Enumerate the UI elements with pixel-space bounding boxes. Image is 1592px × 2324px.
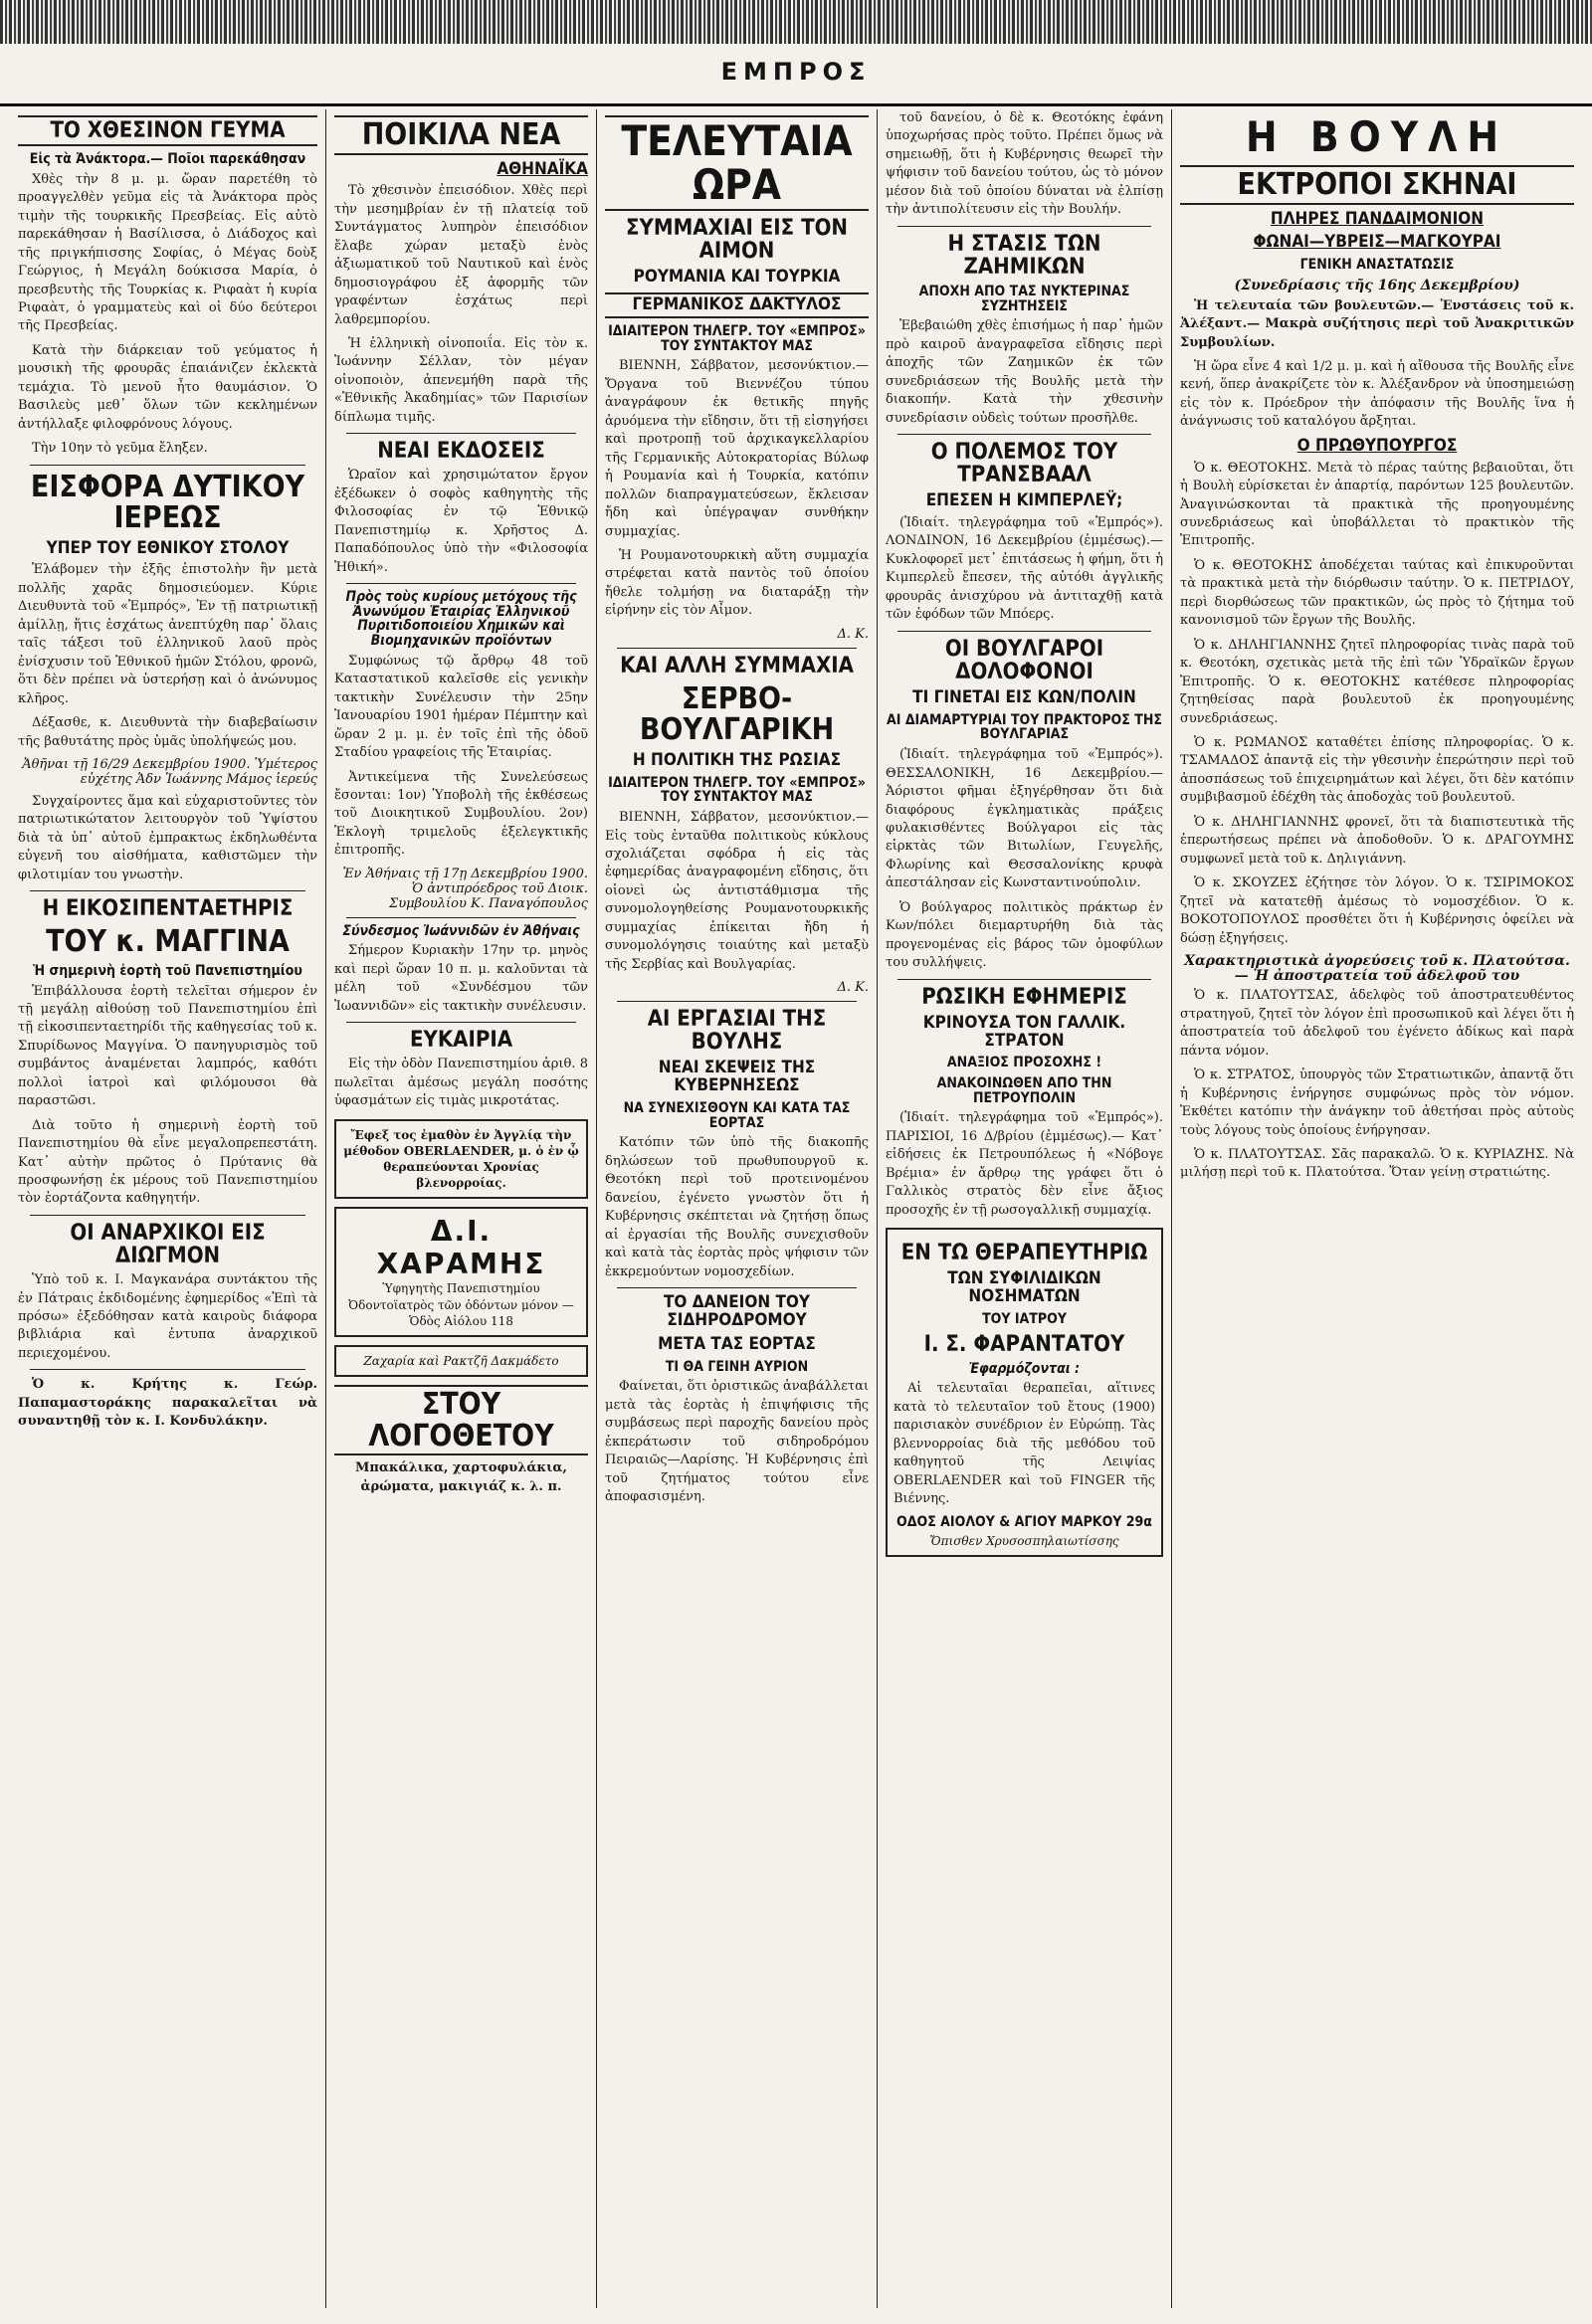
- article-text: Συγχαίροντες ἅμα καὶ εὐχαριστοῦντες τὸν πατριωτικώτατον λειτουργὸν τοῦ Ὑψίστου διὰ τὰ ὑπ᾽ αὐτοῦ ἐμπρακτως ἐκδηλωθέντα εὐγενῆ του αἰσθήματα, καθιστῶμεν τὴν φιλοτιμίαν του γνωστὴν.: [18, 793, 317, 882]
- article-text: Φαίνεται, ὅτι ὁριστικῶς ἀναβάλλεται μετὰ τὰς ἑορτὰς ἡ ἐπιψήφισις τῆς συμβάσεως περὶ παροχῆς δανείου πρὸς ἐκπεράτωσιν τοῦ σιδηροδρόμου Πειραιῶς—Λαρίσης. Ἡ Κυβέρνησις ἐπὶ τοῦ ζητήματος τούτου εἶνε ἀποφασισμένη.: [605, 1379, 869, 1504]
- column-2: [326, 109, 597, 2308]
- article-text: Δέξασθε, κ. Διευθυντὰ τὴν διαβεβαίωσιν τῆς βαθυτάτης πρὸς ὑμᾶς ὑπολήψεώς μου.: [18, 715, 317, 749]
- headline-ioannina-union: Σύνδεσμος Ἰωάννιδῶν ἐν Ἀθήναις: [342, 922, 580, 939]
- column-5: [1172, 109, 1582, 2308]
- subhead-government-thoughts: ΝΕΑΙ ΣΚΕΨΕΙΣ ΤΗΣ ΚΥΒΕΡΝΗΣΕΩΣ: [658, 1058, 816, 1096]
- subhead-kimberley: ΕΠΕΣΕΝ Η ΚΙΜΠΕΡΛΕΫ;: [925, 490, 1123, 511]
- masthead: [0, 44, 1592, 106]
- ad-text: Ζαχαρία καὶ Ρακτζῆ Δακμάδετο: [363, 1354, 559, 1369]
- newspaper-title: ΕΜΠΡΟΣ: [720, 58, 872, 86]
- article-text: Συμφώνως τῷ ἄρθρῳ 48 τοῦ Καταστατικοῦ καλεῖσθε εἰς γενικὴν τακτικὴν Συνέλευσιν τὴν 25ην Ἰανουαρίου 1901 ἡμέραν Πέμπτην καὶ ὥραν 2 μ. μ. ἐν τοῖς ἐπὶ τῆς ὁδοῦ Σταδίου γραφείοις τῆς Ἑταιρίας.: [334, 653, 588, 761]
- ad-text: Ἔφεξ τος ἐμαθὸν ἐν Ἀγγλίᾳ τὴν μέθοδον OBERLAENDER, μ. ὁ ἐν ᾧ θεραπεύονται Χρονίας βλενορροίας.: [343, 1127, 579, 1191]
- article-text: Ὁ κ. ΠΛΑΤΟΥΤΣΑΣ. Σᾶς παρακαλῶ. Ὁ κ. ΚΥΡΙΑΖΗΣ. Νὰ μιλήσῃ περὶ τοῦ κ. Πλατούτσα. Ὅταν γείνῃ στρατιώτης.: [1180, 1147, 1574, 1181]
- article-text: Ἀντικείμενα τῆς Συνελεύσεως ἔσονται: 1ον) Ὑποβολὴ τῆς ἐκθέσεως τοῦ Διοικητικοῦ Συμβουλίου. 2ον) Ἐκλογὴ τριμελοῦς ἐξελεγκτικῆς ἐπιτροπῆς.: [334, 769, 588, 859]
- headline-priest-contribution: ΕΙΣΦΟΡΑ ΔΥΤΙΚΟΥ ΙΕΡΕΩΣ: [30, 469, 305, 536]
- divider: [346, 1022, 576, 1023]
- article-text: Ἡ ἑλληνικὴ οἰνοποιΐα. Εἰς τὸν κ. Ἰωάννην Σέλλαν, τὸν μέγαν οἰνοποιὸν, ἀπενεμήθη παρὰ τῆς «Ἐθνικῆς Ἀκαδημίας» τῶν Παρισίων δίπλωμα τιμῆς.: [334, 335, 588, 425]
- subhead-session-date: (Συνεδρίασις τῆς 16ης Δεκεμβρίου): [1234, 277, 1520, 293]
- subhead-after-holidays: ΜΕΤΑ ΤΑΣ ΕΟΡΤΑΣ: [658, 1333, 816, 1354]
- divider: [30, 1215, 305, 1216]
- divider: [30, 465, 305, 466]
- article-text: Ἡ ὥρα εἶνε 4 καὶ 1/2 μ. μ. καὶ ἡ αἴθουσα τῆς Βουλῆς εἶνε κενή, ὅπερ ἀνακρίζετε τὸν κ. Ἀλέξανδρον νὰ ὑποσημειώσῃ εἰς τὸν κ. Πρόεδρον τὴν ἀπόφασιν τῆς Βουλῆς ἵνα ἡ ἀνάγνωσις τοῦ καταλόγου ἄρξηται.: [1180, 359, 1574, 430]
- subhead-continue-holidays: ΝΑ ΣΥΝΕΧΙΣΘΟΥΝ ΚΑΙ ΚΑΤΑ ΤΑΣ ΕΟΡΤΑΣ: [623, 1100, 851, 1131]
- divider: [346, 433, 576, 434]
- subhead-platoutsas: Χαρακτηριστικὰ ἀγορεύσεις τοῦ κ. Πλατούτσα.— Ἡ ἀποστρατεία τοῦ ἀδελφοῦ του: [1184, 953, 1570, 984]
- headline-parliament-work: ΑΙ ΕΡΓΑΣΙΑΙ ΤΗΣ ΒΟΥΛΗΣ: [647, 1007, 827, 1056]
- article-text: Ἐλάβομεν τὴν ἑξῆς ἐπιστολὴν ἣν μετὰ πολλῆς χαρᾶς δημοσιεύομεν. Κύριε Διευθυντὰ τοῦ «Ἐμπρός», Ἐν τῇ πατριωτικῇ ἁμίλλῃ, ἥτις ἐσχάτως ἀνεπτύχθη παρ᾽ ὅλαις ταῖς τάξεσι τοῦ ἑλληνικοῦ λαοῦ πρὸς ἐνίσχυσιν τοῦ Ἐθνικοῦ ἡμῶν Στόλου, φρονῶ, ὅτι δὲν πρέπει νὰ ὑστερήσῃ καὶ ὁ ἀνώνυμος κλῆρος.: [18, 562, 317, 706]
- subhead-athenian: ΑΘΗΝΑΪΚΑ: [497, 158, 588, 179]
- headline-bulgarian-murderers: ΟΙ ΒΟΥΛΓΑΡΟΙ ΔΟΛΟΦΟΝΟΙ: [944, 636, 1104, 684]
- subhead-romania-turkey: ΡΟΥΜΑΝΙΑ ΚΑΙ ΤΟΥΡΚΙΑ: [633, 267, 841, 288]
- article-text: Ὡραῖον καὶ χρησιμώτατον ἔργον ἐξέδωκεν ὁ σοφὸς καθηγητὴς τῆς Φιλοσοφίας ἐν τῷ Ἐθνικῷ Πανεπιστημίῳ κ. Χρῆστος Δ. Παπαδόπουλος ὑπὸ τὴν «Φιλοσοφία Ἠθική».: [334, 468, 588, 575]
- article-text: τοῦ δανείου, ὁ δὲ κ. Θεοτόκης ἐφάνη ὑποχωρήσας πρὸς τοῦτο. Πρέπει ὅμως νὰ σημειωθῇ, ὅτι ἡ Κυβέρνησις θεωρεῖ τὴν ψήφισιν τοῦ δανείου τούτου, ὡς τὸ μόνον μέσον διὰ τοῦ ὁποίου δύναται νὰ ἐλπίσῃ τὴν ἀντιπολίτευσιν εἰς τὴν Βουλήν.: [886, 110, 1163, 218]
- article-text: Ὁ κ. ΔΗΛΗΓΙΑΝΝΗΣ φρονεῖ, ὅτι τὰ διαπιστευτικὰ τῆς ἐπερωτήσεως πρέπει νὰ ἀποδοθοῦν. Ὁ κ. ΔΡΑΓΟΥΜΗΣ συμφωνεῖ μετὰ τοῦ κ. Δηλιγιάννη.: [1180, 814, 1574, 867]
- subhead-prime-minister: Ο ΠΡΩΘΥΠΟΥΡΓΟΣ: [1296, 435, 1458, 456]
- headline-russian-paper: ΡΩΣΙΚΗ ΕΦΗΜΕΡΙΣ: [921, 984, 1127, 1010]
- subhead-tomorrow: ΤΙ ΘΑ ΓΕΙΝΗ ΑΥΡΙΟΝ: [665, 1358, 809, 1375]
- ad-text: Ὑφηγητὴς Πανεπιστημίου Ὀδοντοϊατρὸς τῶν ὀδόντων μόνον — Ὁδὸς Αἰόλου 118: [348, 1281, 574, 1328]
- divider: [617, 648, 857, 649]
- signature: Ἀθῆναι τῇ 16/29 Δεκεμβρίου 1900. Ὑμέτερος εὐχέτης Ἀδν Ἰωάννης Μάμος ἱερεύς: [22, 756, 317, 787]
- advertisement-small: [334, 1345, 588, 1377]
- article-text: Τὸ χθεσινὸν ἐπεισόδιον. Χθὲς περὶ τὴν μεσημβρίαν ἐν τῇ πλατείᾳ τοῦ Συντάγματος λυπηρὸν ἐπεισόδιον ἔλαβε χώραν μεταξὺ ἑνὸς ἀξιωματικοῦ τοῦ Ναυτικοῦ καὶ ἑνὸς δημοσιογράφου ἐξ ἀφορμῆς τῶν γραφέντων ἐσχάτως περὶ λαθρεμπορίου.: [334, 183, 588, 327]
- headline-transvaal-war: Ο ΠΟΛΕΜΟΣ ΤΟΥ ΤΡΑΝΣΒΑΑΛ: [930, 440, 1118, 488]
- article-text: Ὁ κ. ΣΚΟΥΖΕΣ ἐζήτησε τὸν λόγον. Ὁ κ. ΤΣΙΡΙΜΟΚΟΣ ζητεῖ νὰ κατατεθῇ ἀμέσως τὸ νομοσχέδιον. Ὁ κ. ΒΟΚΟΤΟΠΟΥΛΟΣ προσθέτει ὅτι ἡ Κυβέρνησις ὀφείλει νὰ δώσῃ ἐξηγήσεις.: [1180, 875, 1574, 946]
- telegram-credit: ΙΔΙΑΙΤΕΡΟΝ ΤΗΛΕΓΡ. ΤΟΥ «ΕΜΠΡΟΣ» ΤΟΥ ΣΥΝΤΑΚΤΟΥ ΜΑΣ: [608, 774, 866, 806]
- article-text: Ὁ βούλγαρος πολιτικὸς πράκτωρ ἐν Κων/πόλει διεμαρτυρήθη διὰ τὰς προγενομένας εἰς βάρος τῶν ὁμοφύλων του συλλήψεις.: [886, 899, 1163, 971]
- article-summary: Ἡ τελευταία τῶν βουλευτῶν.— Ἐνστάσεις τοῦ κ. Ἀλέξαντ.— Μακρὰ συζήτησις περὶ τοῦ Ἀνακριτικῶν Συμβουλίων.: [1180, 297, 1574, 350]
- headline-anniversary: Η ΕΙΚΟΣΙΠΕΝΤΑΕΤΗΡΙΣ: [42, 896, 294, 922]
- subhead-shouts: ΦΩΝΑΙ—ΥΒΡΕΙΣ—ΜΑΓΚΟΥΡΑΙ: [1253, 232, 1501, 253]
- subhead-national-fleet: ΥΠΕΡ ΤΟΥ ΕΘΝΙΚΟΥ ΣΤΟΛΟΥ: [46, 537, 290, 558]
- ad-subhead: Ἐφαρμόζονται :: [968, 1360, 1081, 1377]
- divider: [897, 631, 1151, 632]
- divider: [617, 1001, 857, 1002]
- divider: [346, 583, 576, 584]
- subhead-german-finger: ΓΕΡΜΑΝΙΚΟΣ ΔΑΚΤΥΛΟΣ: [605, 292, 869, 318]
- headline-parliament: Η ΒΟΥΛΗ: [1246, 112, 1508, 161]
- ad-text: Μπακάλικα, χαρτοφυλάκια, ἀρώματα, μακιγιάζ κ. λ. π.: [355, 1460, 567, 1494]
- signature: Ἐν Ἀθήναις τῇ 17ῃ Δεκεμβρίου 1900. Ὁ ἀντιπρόεδρος τοῦ Διοικ. Συμβουλίου Κ. Παναγόπουλος: [342, 866, 588, 911]
- headline-another-alliance: ΚΑΙ ΑΛΛΗ ΣΥΜΜΑΧΙΑ: [620, 653, 854, 678]
- article-text: (Ἰδιαίτ. τηλεγράφημα τοῦ «Ἐμπρός»). ΠΑΡΙΣΙΟΙ, 16 Δ/βρίου (ἐμμέσως).— Κατ᾽ εἰδήσεις ἐκ Πετρουπόλεως ἡ «Νόβογε Βρέμια» ἐν ἄρθρῳ της γράφει ὅτι ὁ Γαλλικὸς στρατὸς δὲν εἶνε ἄξιος προσοχῆς ἐν τῇ ρωσογαλλικῇ συμμαχίᾳ.: [886, 1110, 1163, 1218]
- subhead-unworthy: ΑΝΑΞΙΟΣ ΠΡΟΣΟΧΗΣ !: [946, 1055, 1102, 1071]
- ad-text: Αἱ τελευταῖαι θεραπεῖαι, αἵτινες κατὰ τὸ τελευταῖον τοῦ ἔτους (1900) παρισιακὸν συνέδριον ἐν Εὐρώπῃ. Τὰς βλεννορροίας διὰ τῆς μεθόδου τοῦ καθηγητοῦ τῆς Λειψίας OBERLAENDER καὶ τοῦ FINGER τῆς Βιέννης.: [894, 1381, 1155, 1507]
- headline-yesterday-dinner: ΤΟ ΧΘΕΣΙΝΟΝ ΓΕΥΜΑ: [18, 115, 317, 146]
- divider: [897, 979, 1151, 980]
- subhead-protests: ΑΙ ΔΙΑΜΑΡΤΥΡΙΑΙ ΤΟΥ ΠΡΑΚΤΟΡΟΣ ΤΗΣ ΒΟΥΛΓΑΡΙΑΣ: [887, 711, 1162, 743]
- article-text: Διὰ τοῦτο ἡ σημερινὴ ἑορτὴ τοῦ Πανεπιστημίου θὰ εἶνε μεγαλοπρεπεστάτη. Κατ᾽ αὐτὴν πρῶτος ὁ Πρύτανις θὰ προσφωνήσῃ ἐκ μέρους τοῦ Πανεπιστημίου τὸν ἑορτάζοντα καθηγητήν.: [18, 1117, 317, 1207]
- headline-opportunity: ΕΥΚΑΙΡΙΑ: [409, 1028, 513, 1054]
- scan-edge-band: [0, 0, 1592, 44]
- article-text: Ὁ κ. ΡΩΜΑΝΟΣ καταθέτει ἐπίσης πληροφορίας. Ὁ κ. ΤΣΑΜΑΔΟΣ ἀπαντᾷ εἰς τὴν γθεσινὴν ἐπερώτησιν περὶ τοῦ ἀποσπάσεως τοῦ ἐπιχειρημάτων καὶ λέγει, ὅτι δὲν κατόπιν συμβιβασμοῦ ἐδέχθη τὰς ἀποδοχὰς τοῦ βουλευτοῦ.: [1180, 735, 1574, 806]
- headline-anarchists: ΟΙ ΑΝΑΡΧΙΚΟΙ ΕΙΣ ΔΙΩΓΜΟΝ: [70, 1220, 266, 1269]
- article-text: ΒΙΕΝΝΗ, Σάββατον, μεσονύκτιον.— Ὄργανα τοῦ Βιεννέζου τύπου ἀναγράφουν ἐκ θετικῆς πηγῆς ἀρυόμενα τὴν εἴδησιν, ὅτι τῇ εἰσηγήσει καὶ προτροπῇ τοῦ ἀρχικαγκελλαρίου τῆς Γερμανικῆς Αὐτοκρατορίας Βύλωφ ἡ Ρουμανία καὶ ἡ Τουρκία, κατόπιν πολλῶν διαπραγματεύσεων, ἔκλεισαν ἤδη καὶ ὑπέγραψαν συνθήκην συμμαχίας.: [605, 358, 869, 539]
- subhead-palace: Εἰς τὰ Ἀνάκτορα.— Ποῖοι παρεκάθησαν: [29, 151, 306, 168]
- article-text: Ὁ κ. ΠΛΑΤΟΥΤΣΑΣ, ἀδελφὸς τοῦ ἀποστρατευθέντος στρατηγοῦ, ζητεῖ τὸν λόγον ἐπὶ προσωπικοῦ καὶ λέγει ὅτι ἡ ἀποστρατεία τοῦ ἀδελφοῦ του ἐγένετο ἀδίκως καὶ παρὰ πάντα νόμον.: [1180, 988, 1574, 1059]
- column-1: [10, 109, 326, 2308]
- telegram-credit: ΙΔΙΑΙΤΕΡΟΝ ΤΗΛΕΓΡ. ΤΟΥ «ΕΜΠΡΟΣ» ΤΟΥ ΣΥΝΤΑΚΤΟΥ ΜΑΣ: [608, 323, 866, 354]
- subhead-constantinople: ΤΙ ΓΙΝΕΤΑΙ ΕΙΣ ΚΩΝ/ΠΟΛΙΝ: [912, 686, 1136, 707]
- signature: Δ. Κ.: [837, 626, 869, 642]
- headline-shareholders: Πρὸς τοὺς κυρίους μετόχους τῆς Ἀνωνύμου Ἑταιρίας Ἑλληνικοῦ Πυριτιδοποιείου Χημικῶν καὶ Βιομηχανικῶν προϊόντων: [345, 589, 577, 650]
- divider: [30, 890, 305, 891]
- headline-zaimis-stance: Η ΣΤΑΣΙΣ ΤΩΝ ΖΑΗΜΙΚΩΝ: [947, 231, 1101, 280]
- article-text: (Ἰδιαίτ. τηλεγράφημα τοῦ «Ἐμπρός»). ΛΟΝΔΙΝΟΝ, 16 Δεκεμβρίου (ἐμμέσως).— Κυκλοφορεῖ μετ᾽ ἐπιτάσεως ἡ φήμη, ὅτι ἡ Κιμπερλεῢ ἔπεσεν, τῆς αὐτόθι ἀγγλικῆς φρουρᾶς ἀνισχύρου νὰ ἀντιταχθῇ κατὰ τῶν ἐφόδων τῶν Μπόερς.: [886, 515, 1163, 623]
- divider: [30, 1369, 305, 1370]
- divider: [346, 917, 576, 918]
- article-text: Ὁ κ. ΔΗΛΗΓΙΑΝΝΗΣ ζητεῖ πληροφορίας τινὰς παρὰ τοῦ κ. Θεοτόκη, σχετικὰς μετὰ τῆς ἐπὶ τῶν Ὑδραϊκῶν ἔργων Ἐπιτροπῆς. Ὁ κ. ΘΕΟΤΟΚΗΣ κατέθεσε πληροφορίας ζητηθείσας παρὰ βουλευτοῦ ἐκ προηγουμένης συνεδριάσεως.: [1180, 637, 1574, 726]
- subhead-commotion: ΓΕΝΙΚΗ ΑΝΑΣΤΑΤΩΣΙΣ: [1299, 257, 1455, 274]
- advertisement-oberlaender: [334, 1119, 588, 1200]
- article-text: Χθὲς τὴν 8 μ. μ. ὥραν παρετέθη τὸ προαγγελθὲν γεῦμα εἰς τὰ Ἀνάκτορα πρὸς τιμὴν τῆς τουρκικῆς Πρεσβείας. Εἰς αὐτὸ παρεκάθησαν ἡ Βασίλισσα, ὁ Διάδοχος καὶ τῆς πριγκήπισσης Σοφίας, ὁ Μέγας δοὺξ Γεώργιος, ἡ Μεγάλη δούκισσα Μαρία, ὁ πρεσβευτὴς τῆς Τουρκίας κ. Ριφαὰτ ἡ κυρία Ριφαὰτ, ὁ γραμματεὺς καὶ οἱ δύο δεύτεροι τῆς Πρεσβείας.: [18, 171, 317, 334]
- divider: [617, 1287, 857, 1288]
- subhead-pandemonium: ΠΛΗΡΕΣ ΠΑΝΔΑΙΜΟΝΙΟΝ: [1270, 208, 1485, 229]
- ad-subhead: ΤΩΝ ΣΥΦΙΛΙΔΙΚΩΝ ΝΟΣΗΜΑΤΩΝ: [947, 1268, 1101, 1307]
- article-text: Ἡ Ρουμανοτουρκικὴ αὕτη συμμαχία στρέφεται κατὰ παντὸς τοῦ ὁποίου ἤθελε τολμήσῃ να διαταράξῃ τὴν εἰρήνην εἰς τὸν Αἶμον.: [605, 547, 869, 619]
- subhead-russian-policy: Η ΠΟΛΙΤΙΚΗ ΤΗΣ ΡΩΣΙΑΣ: [632, 749, 842, 770]
- advertisement-charamis: [334, 1207, 588, 1337]
- column-3: [597, 109, 878, 2308]
- headline-logothetou: ΣΤΟΥ ΛΟΓΟΘΕΤΟΥ: [334, 1385, 588, 1455]
- article-text: Ἐπιβάλλουσα ἑορτὴ τελεῖται σήμερον ἐν τῇ μεγάλῃ αἰθούσῃ τοῦ Πανεπιστημίου ἐπὶ τῇ εἰκοσιπενταετηρίδι τῆς καθηγεσίας τοῦ κ. Σπυρίδωνος Μαγγίνα. Ὁ πανηγυρισμὸς τοῦ συμβάντος ἀναμένεται λαμπρός, καθότι πολλοὶ ἰατροὶ καὶ φιλόμουσοι θὰ παραστῶσι.: [18, 983, 317, 1109]
- subhead-french-army: ΚΡΙΝΟΥΣΑ ΤΟΝ ΓΑΛΛΙΚ. ΣΤΡΑΤΟΝ: [922, 1012, 1126, 1051]
- advertisement-clinic: [886, 1228, 1163, 1557]
- article-text: Ὑπὸ τοῦ κ. Ι. Μαγκανάρα συντάκτου τῆς ἐν Πάτραις ἐκδιδομένης ἐφημερίδος «Ἐπὶ τὰ πρόσω» ἐξεδόθησαν κατὰ καιροὺς διάφορα βιβλιάρια καὶ ἐντυπα ἀναρχικοῦ περιεχομένου.: [18, 1272, 317, 1361]
- subhead-petersburg: ΑΝΑΚΟΙΝΩΘΕΝ ΑΠΟ ΤΗΝ ΠΕΤΡΟΥΠΟΛΙΝ: [936, 1075, 1112, 1106]
- headline-new-publications: ΝΕΑΙ ΕΚΔΟΣΕΙΣ: [377, 439, 545, 465]
- article-text: (Ἰδιαίτ. τηλεγράφημα τοῦ «Ἐμπρός»). ΘΕΣΣΑΛΟΝΙΚΗ, 16 Δεκεμβρίου.— Ἀόριστοι φῆμαι ἐξηγέρθησαν ὅτι διὰ διαφόρους ἐγκληματικὰς πράξεις φυλακισθέντες Βούλγαροι εἰς τὰς εἱρκτὰς τῶν Βιτωλίων, Γευγελῆς, Φλωρίνης καὶ Θεσσαλονίκης κρυφὰ ἀπεστάλησαν εἰς Κωνσταντινούπολιν.: [886, 747, 1163, 891]
- headline-various-news: ΠΟΙΚΙΛΑ ΝΕΑ: [334, 115, 588, 155]
- ad-address-note: Ὄπισθεν Χρυσοσπηλαιωτίσσης: [929, 1534, 1119, 1549]
- article-text: Κατόπιν τῶν ὑπὸ τῆς διακοπῆς δηλώσεων τοῦ πρωθυπουργοῦ κ. Θεοτόκη περὶ τοῦ προτεινομένου δανείου, ἐγένετο γνωστὸν ὅτι ἡ Κυβέρνησις σκέπτεται νὰ ζητήσῃ ὅπως αἱ ἐργασίαι τῆς Βουλῆς συνεχισθοῦν καὶ κατὰ τὰς ἑορτὰς πρὸς ψήφισιν τῶν ἐκκρεμούντων νομοσχεδίων.: [605, 1135, 869, 1279]
- divider: [897, 226, 1151, 227]
- headline-last-hour: ΤΕΛΕΥΤΑΙΑ ΩΡΑ: [605, 115, 869, 211]
- article-text: Σήμερον Κυριακὴν 17ην τρ. μηνὸς καὶ περὶ ὥραν 10 π. μ. καλοῦνται τὰ μέλη τοῦ «Συνδέσμου τῶν Ἰωαννιδῶν» εἰς τακτικὴν συνέλευσιν.: [334, 943, 588, 1014]
- headline-scenes: ΕΚΤΡΟΠΟΙ ΣΚΗΝΑΙ: [1180, 165, 1574, 205]
- headline-maggina: ΤΟΥ κ. ΜΑΓΓΙΝΑ: [46, 924, 290, 960]
- headline-railway-loan: ΤΟ ΔΑΝΕΙΟΝ ΤΟΥ ΣΙΔΗΡΟΔΡΟΜΟΥ: [664, 1292, 810, 1330]
- ad-doctor-name: Ι. Σ. ΦΑΡΑΝΤΑΤΟΥ: [923, 1331, 1125, 1357]
- article-text: Ὁ κ. ΘΕΟΤΟΚΗΣ ἀποδέχεται ταύτας καὶ ἐπικυροῦνται τὰ πρακτικὰ μετὰ τὴν διόρθωσιν ταύτην. Ὁ κ. ΠΕΤΡΙΔΟΥ, περὶ διορθώσεως τῶν πρακτικῶν, ὡς πρὸς τὸ ζήτημα τοῦ κανονισμοῦ τῶν ἔργων τῆς Βουλῆς.: [1180, 557, 1574, 629]
- ad-address: ΟΔΟΣ ΑΙΟΛΟΥ & ΑΓΙΟΥ ΜΑΡΚΟΥ 29α: [896, 1513, 1152, 1530]
- divider: [897, 434, 1151, 435]
- article-text: Εἰς τὴν ὁδὸν Πανεπιστημίου ἀριθ. 8 πωλεῖται ἀμέσως μεγάλη ποσότης ὑφασμάτων εἰς τιμὰς μικροτάτας.: [334, 1057, 588, 1109]
- subhead-night-sessions: ΑΠΟΧΗ ΑΠΟ ΤΑΣ ΝΥΚΤΕΡΙΝΑΣ ΣΥΖΗΤΗΣΕΙΣ: [918, 283, 1130, 314]
- subhead-university-fete: Ἡ σημερινὴ ἑορτὴ τοῦ Πανεπιστημίου: [33, 962, 302, 979]
- ad-headline: ΕΝ ΤΩ ΘΕΡΑΠΕΥΤΗΡΙΩ: [900, 1241, 1148, 1266]
- signature: Δ. Κ.: [837, 980, 869, 996]
- article-text: ΒΙΕΝΝΗ, Σάββατον, μεσονύκτιον.— Εἰς τοὺς ἐνταῦθα πολιτικοὺς κύκλους σχολιάζεται σφόδρα ἡ εἰς τὰς ἐφημερίδας ἀναγραφομένη εἴδησις, ὅτι οἱονεὶ ὡς ἀντιστάθμισμα τῆς συνομολογηθείσης Ρουμανοτουρκικῆς συμμαχίας ἐπίκειται ἤδη ἡ συνομολόγησις τοιαύτης καὶ μεταξὺ τῆς Σερβίας καὶ Βουλγαρίας.: [605, 810, 869, 972]
- article-text: Τὴν 10ην τὸ γεῦμα ἔληξεν.: [32, 441, 208, 457]
- article-text: Ὁ κ. ΣΤΡΑΤΟΣ, ὑπουργὸς τῶν Στρατιωτικῶν, ἀπαντᾷ ὅτι ἡ Κυβέρνησις ἐνήργησε συμφώνως πρὸς τὸν νόμον. Ἐκθέτει κατόπιν τὴν ἀνάγκην τοῦ ἀθετήσαι πρὸς αὐτοὺς τοὺς λόγους τοὺς ὁποίους ἐνήργησαν.: [1180, 1067, 1574, 1138]
- headline-serbo-bulgarian: ΣΕΡΒΟ-ΒΟΥΛΓΑΡΙΚΗ: [639, 680, 835, 748]
- column-4: [878, 109, 1172, 2308]
- headline-alliances-haemus: ΣΥΜΜΑΧΙΑΙ ΕΙΣ ΤΟΝ ΑΙΜΟΝ: [626, 216, 848, 265]
- ad-subhead: ΤΟΥ ΙΑΤΡΟΥ: [982, 1310, 1067, 1327]
- article-text: Ἐβεβαιώθη χθὲς ἐπισήμως ἡ παρ᾽ ἡμῶν πρὸ καιροῦ ἀναγραφεῖσα εἴδησις περὶ ἀποχῆς τῶν Ζαημικῶν ἐκ τῶν συνεδριάσεων τῆς Βουλῆς μετὰ τὴν διακοπήν. Κατὰ τὴν χθεσινὴν συνεδρίασιν οὐδεὶς τούτων προσῆλθε.: [886, 318, 1163, 426]
- article-text: Ὁ κ. ΘΕΟΤΟΚΗΣ. Μετὰ τὸ πέρας ταύτης βεβαιοῦται, ὅτι ἡ Βουλὴ εὑρίσκεται ἐν ἀπαρτίᾳ, παρόντων 125 βουλευτῶν. Ἀναγινώσκονται τὰ πρακτικὰ τῆς προηγουμένης συνεδριάσεως καὶ ὑποβάλλεται τὸ πρακτικὸν τῆς Ἐπιτροπῆς.: [1180, 460, 1574, 549]
- article-text: Κατὰ τὴν διάρκειαν τοῦ γεύματος ἡ μουσικὴ τῆς φρουρᾶς ἐπαιάνιζεν ἐκλεκτὰ τεμάχια. Τὸ μενοῦ ἦτο θαυμάσιον. Ὁ Βασιλεὺς μεθ᾽ ὅλων τῶν κεκλημένων ἀντήλλαξε φιλοφρόνους λόγους.: [18, 342, 317, 432]
- notice-text: Ὁ κ. Κρήτης κ. Γεώρ. Παπαμαστοράκης παρακαλεῖται νὰ συναντηθῇ τὸν κ. Ι. Κονδυλάκην.: [18, 1377, 317, 1430]
- ad-name: Δ.Ι. ΧΑΡΑΜΗΣ: [376, 1215, 546, 1281]
